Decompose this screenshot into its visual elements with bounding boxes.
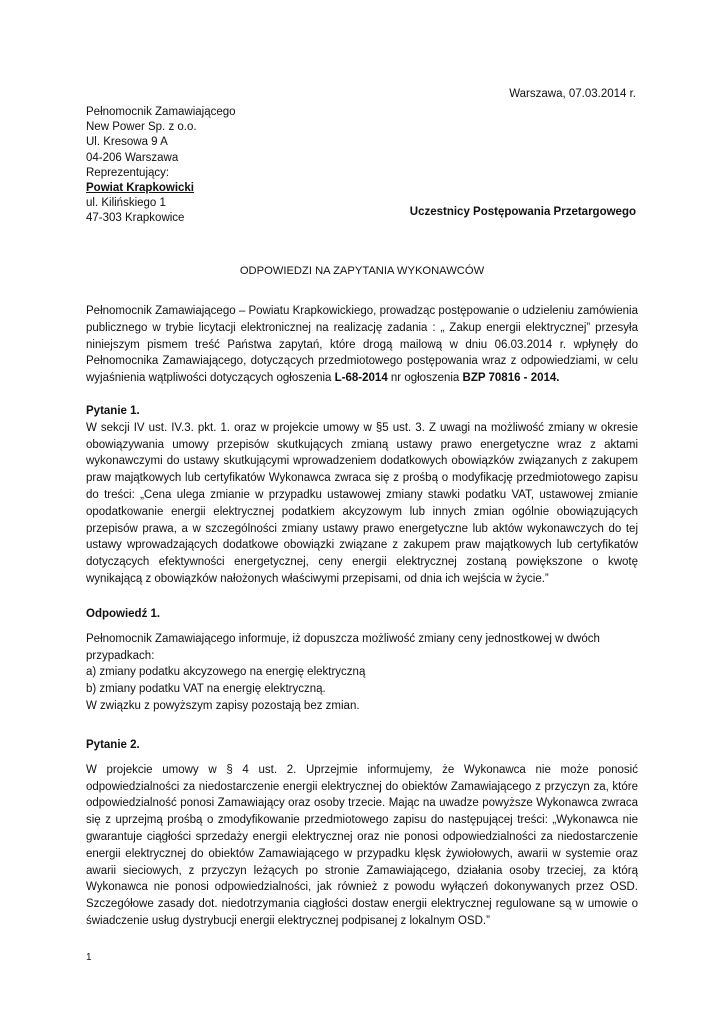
question-2-title: Pytanie 2. bbox=[86, 739, 140, 751]
intro-section bbox=[86, 303, 638, 387]
answer-1-line: przypadkach: bbox=[86, 649, 155, 662]
document-heading: ODPOWIEDZI NA ZAPYTANIA WYKONAWCÓW bbox=[239, 265, 485, 277]
represented-entity: Powiat Krapkowicki bbox=[86, 182, 195, 195]
question-2-section bbox=[86, 737, 638, 930]
page-number: 1 bbox=[86, 952, 92, 963]
question-2-text: W projekcie umowy w § 4 ust. 2. Uprzejmie informujemy, że Wykonawca nie może ponosić odpowiedzialności za niedostarczenie energii elektrycznej do obiektów Zamawiającego z przyczyn za, które odpowiedzialność ponosi Zamawiający oraz osoby trzecie. Mając na uwadze powyższe Wykonawca zwraca się z uprzejmą prośbą o zmodyfikowanie przedmiotowego zapisu do następującej treści: „Wykonawca nie gwarantuje ciągłości sprzedaży energii elektrycznej oraz nie ponosi odpowiedzialności za niedostarczenie energii elektrycznej do obiektów Zamawiającego w przypadku klęsk żywiołowych, awarii w systemie oraz awarii sieciowych, z przyczyn leżących po stronie Zamawiającego, działania osoby trzeciej, za którą Wykonawca nie ponosi odpowiedzialności, jak również z powodu wyłączeń dokonywanych przez OSD. Szczegółowe zasady dot. niedotrzymania ciągłości dostaw energii elektrycznej regulowane są w umowie o świadczenie usług dystrybucji energii elektrycznej podpisanej z lokalnym OSD.” bbox=[86, 763, 638, 927]
bzp-number: BZP 70816 - 2014. bbox=[462, 372, 560, 385]
answer-1-line: Pełnomocnik Zamawiającego informuje, iż dopuszcza możliwość zmiany ceny jednostkowej w dwóch bbox=[86, 632, 600, 645]
sender-line: New Power Sp. z o.o. bbox=[86, 121, 197, 134]
letter-date: Warszawa, 07.03.2014 r. bbox=[509, 88, 636, 100]
question-1-title: Pytanie 1. bbox=[86, 405, 140, 417]
answer-1-lines bbox=[86, 631, 638, 715]
notice-number: L-68-2014 bbox=[334, 372, 388, 385]
question-1-section bbox=[86, 403, 638, 588]
answer-1-line: a) zmiany podatku akcyzowego na energię elektryczną bbox=[86, 666, 366, 679]
intro-mid-text: nr ogłoszenia bbox=[387, 372, 463, 385]
intro-paragraph bbox=[86, 303, 638, 387]
recipient: Uczestnicy Postępowania Przetargowego bbox=[409, 206, 636, 218]
answer-1-section bbox=[86, 606, 638, 715]
question-1-text: W sekcji IV ust. IV.3. pkt. 1. oraz w projekcie umowy w §5 ust. 3. Z uwagi na możliwość zmiany w okresie obowiązywania umowy przepisów skutkujących zmianą ustawy prawo energetyczne wraz z aktami wykonawczymi do ustawy skutkującymi wprowadzeniem dodatkowych obowiązków związanych z zakupem praw majątkowych lub certyfikatów Wykonawca zwraca się z prośbą o modyfikację przedmiotowego zapisu do treści: „Cena ulega zmianie w przypadku ustawowej zmiany stawki podatku VAT, ustawowej zmianie opodatkowanie energii elektrycznej podatkiem akcyzowym lub innych zmian ogólnie obowiązujących przepisów prawa, a w szczególności zmiany ustawy prawo energetyczne lub aktów wykonawczych do tej ustawy wprowadzających dodatkowe obowiązki związane z zakupem praw majątkowych lub certyfikatów dotyczących efektywności energetycznej, ceny energii elektrycznej zostaną powiększone o kwotę wynikającą z obowiązków nałożonych właściwymi przepisami, od dnia ich wejścia w życie.” bbox=[86, 421, 638, 585]
answer-1-line: b) zmiany podatku VAT na energię elektryczną. bbox=[86, 683, 326, 696]
sender-line: Reprezentujący: bbox=[86, 166, 170, 179]
sender-line: 47-303 Krapkowice bbox=[86, 212, 185, 225]
sender-line: Ul. Kresowa 9 A bbox=[86, 136, 168, 149]
answer-1-title: Odpowiedź 1. bbox=[86, 608, 161, 620]
intro-text: Pełnomocnik Zamawiającego – Powiatu Krapkowickiego, prowadząc postępowanie o udzieleniu zamówienia publicznego w trybie licytacji elektronicznej na realizację zadania : „ Zakup energii elektrycznej” przesyła niniejszym pismem treść Państwa zapytań, które drogą mailową w dniu 06.03.2014 r. wpłynęły do Pełnomocnika Zamawiającego, dotyczących przedmiotowego postępowania wraz z odpowiedziami, w celu wyjaśnienia wątpliwości dotyczących ogłoszenia bbox=[86, 305, 638, 385]
sender-line: ul. Kilińskiego 1 bbox=[86, 197, 166, 210]
sender-line: Pełnomocnik Zamawiającego bbox=[86, 106, 236, 118]
answer-1-line: W związku z powyższym zapisy pozostają bez zmian. bbox=[86, 699, 360, 712]
sender-line: 04-206 Warszawa bbox=[86, 151, 179, 164]
sender-address-block bbox=[86, 105, 236, 227]
